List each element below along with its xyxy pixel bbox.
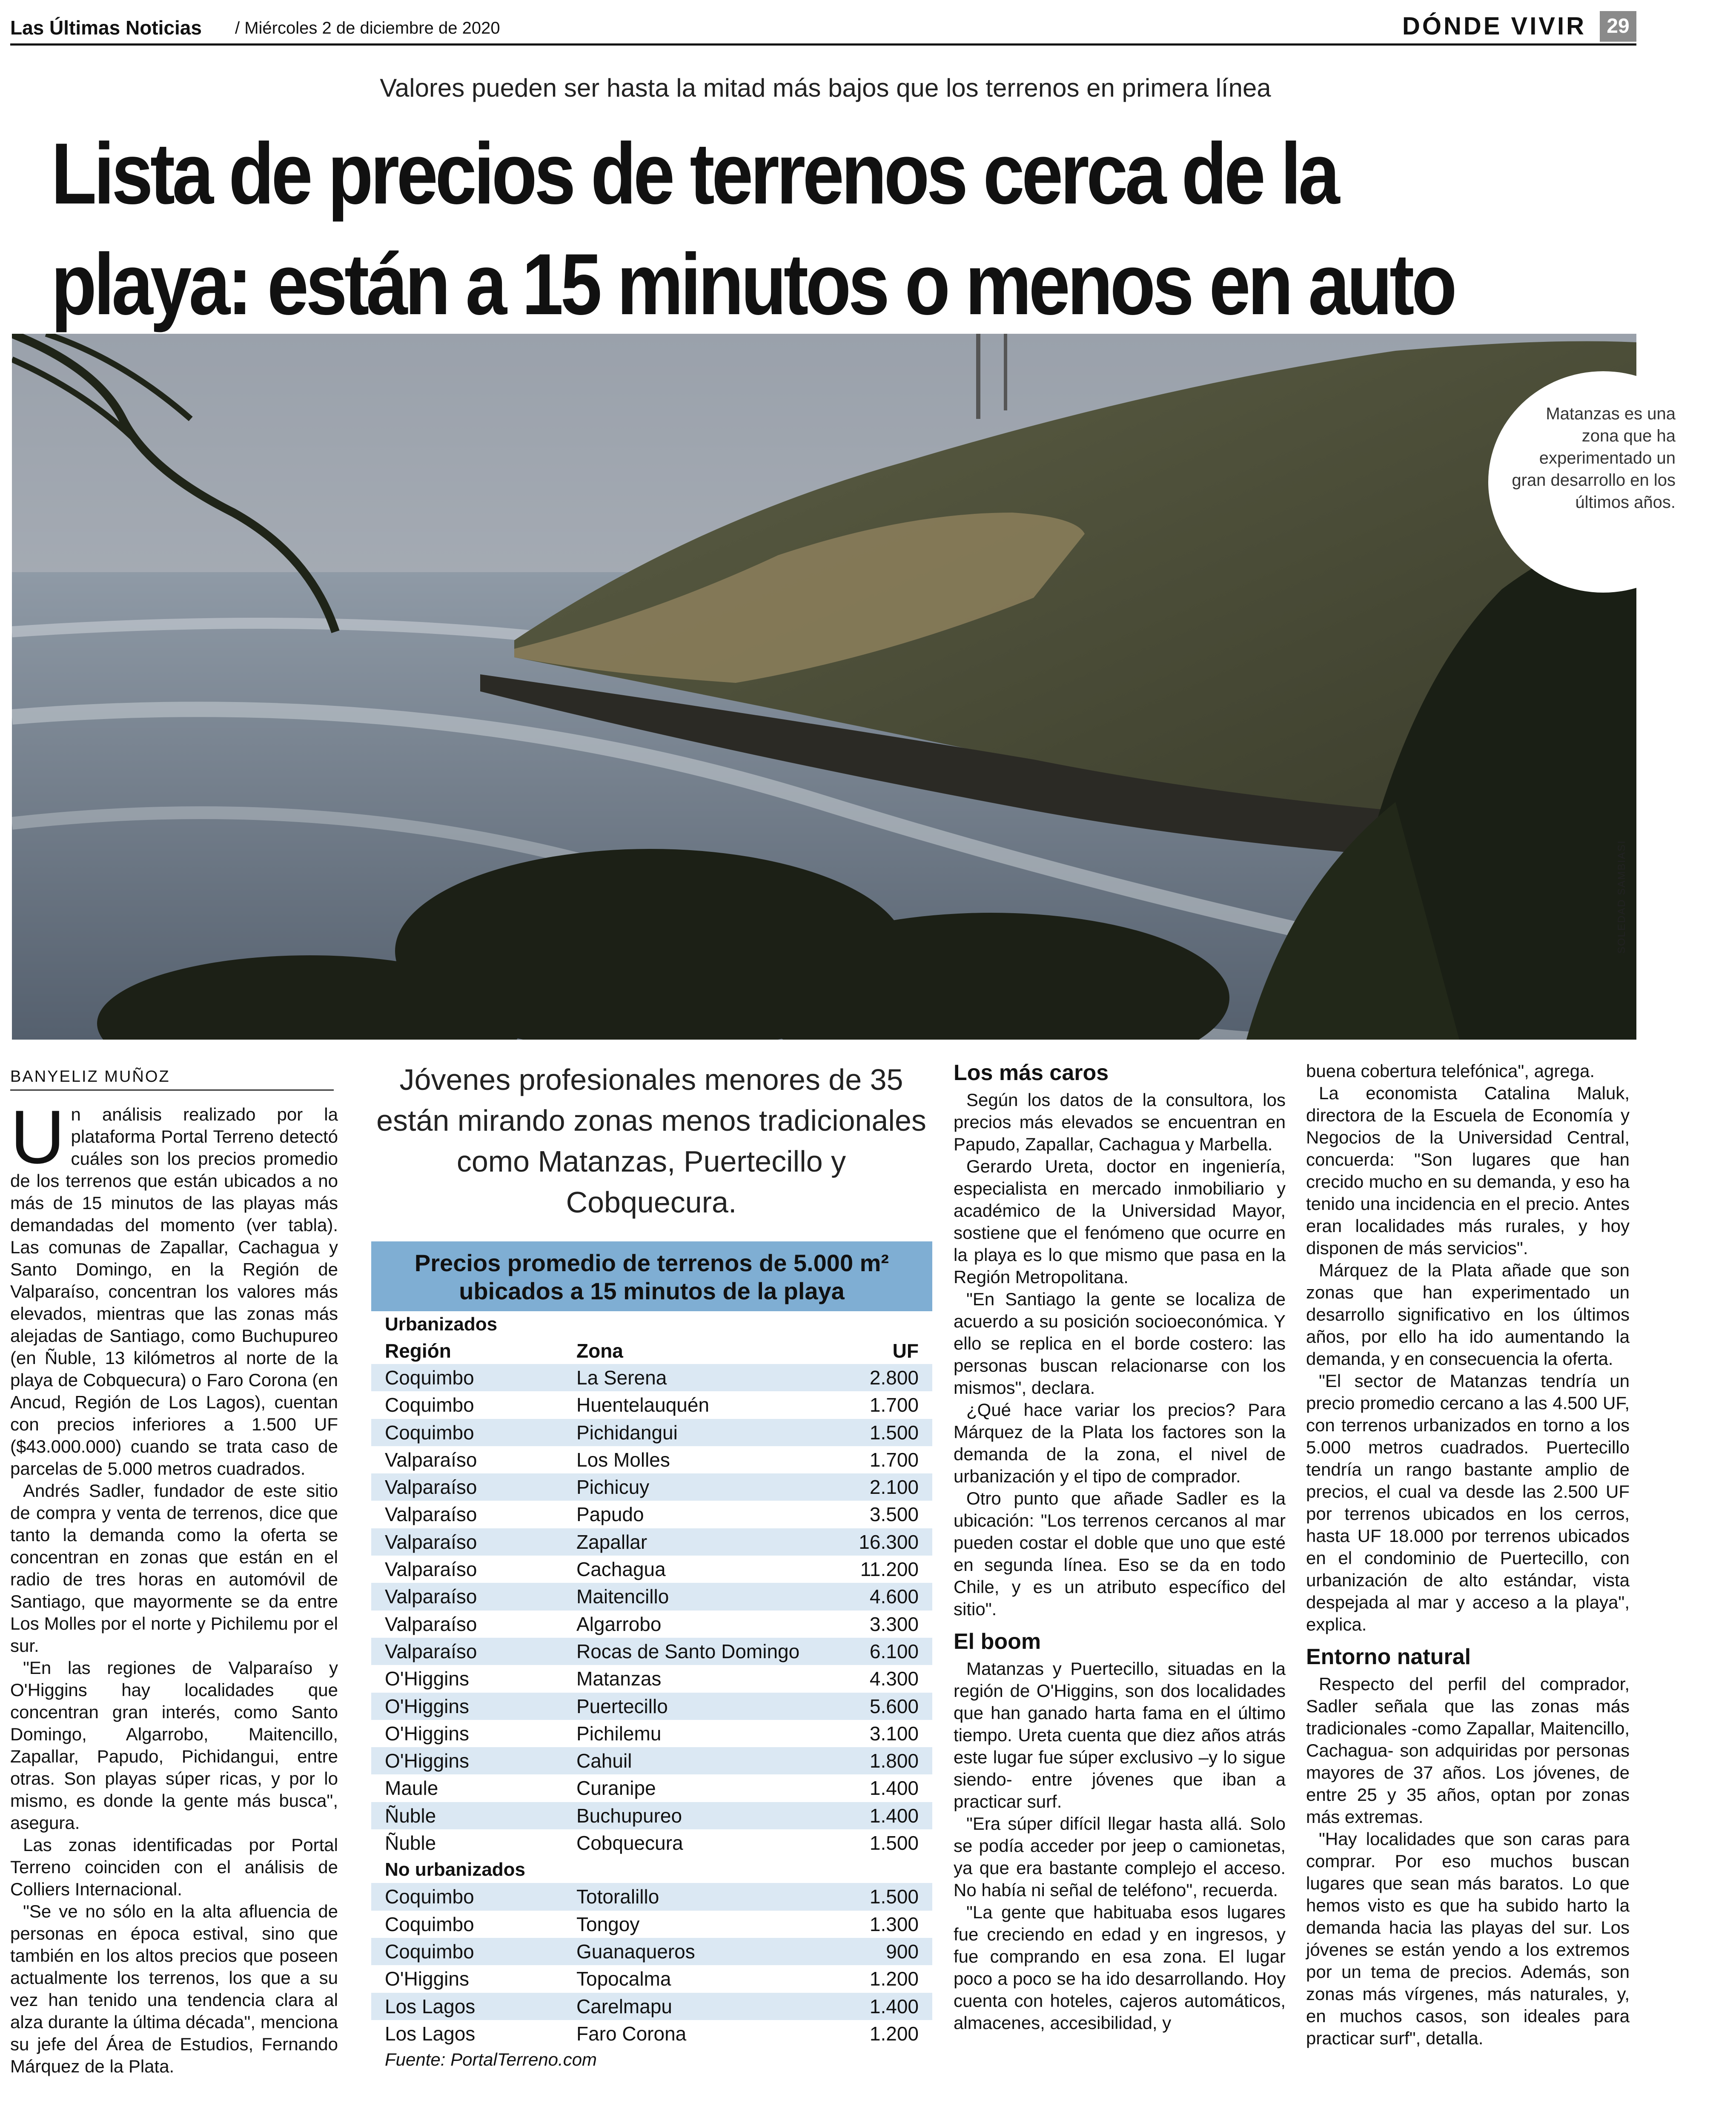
table-row [371,1501,932,1528]
publication-date: / Miércoles 2 de diciembre de 2020 [235,19,500,37]
cell-zona: Buchupureo [576,1804,682,1827]
headline [51,118,1454,340]
paragraph: buena cobertura telefónica", agrega. [1306,1061,1595,1081]
header-rule [10,43,1636,46]
cell-zona: Guanaqueros [576,1940,695,1963]
paragraph: "El sector de Matanzas tendría un precio promedio cercano a las 4.500 UF, con terrenos urbanizados en torno a los 5.000 metros cuadrados. Puertecillo tendría un rango bastante amplio de precios, el cual va desde las 2.500 UF por terrenos ubicados en los cerros, hasta UF 18.000 por terrenos ubicados en el condominio de Puertecillo, con urbanización de alto estándar, vista despejada al mar y acceso a la playa", explica. [1306,1371,1630,1634]
cell-region: Coquimbo [385,1940,474,1963]
paragraph: "Era súper difícil llegar hasta allá. Solo se podía acceder por jeep o camionetas, ya que era bastante complejo el acceso. No había ni señal de teléfono", recuerda. [954,1814,1286,1900]
cell-uf: 3.500 [869,1503,919,1526]
paragraph: Márquez de la Plata añade que son zonas que han experimentado un desarrollo significativo en los últimos años, por ello ha ido aumentando la demanda, y en consecuencia la oferta. [1306,1260,1630,1369]
cell-region: Valparaíso [385,1640,477,1662]
cell-region: Valparaíso [385,1613,477,1635]
cell-zona: Totoralillo [576,1886,659,1908]
cell-uf: 1.500 [869,1832,919,1854]
cell-zona: Puertecillo [576,1695,668,1717]
cell-zona: Algarrobo [576,1613,662,1635]
table-row [371,2020,932,2047]
cell-uf: 1.400 [869,1995,919,2017]
cell-region: O'Higgins [385,1968,469,1990]
cell-region: Valparaíso [385,1476,477,1499]
cell-region: O'Higgins [385,1722,469,1745]
cell-zona: Cobquecura [576,1832,683,1854]
cell-uf: 1.500 [869,1421,919,1444]
cell-uf: 900 [886,1940,919,1963]
table-row [371,1446,932,1473]
column-3 [954,1060,1286,2034]
table-row [371,1611,932,1638]
table-row [371,1993,932,2020]
cell-region: Maule [385,1777,438,1800]
cell-uf: 2.100 [869,1476,919,1499]
header-region: Región [385,1340,451,1362]
paragraph: Andrés Sadler, fundador de este sitio de compra y venta de terrenos, dice que tanto la demanda como la oferta se concentran en zonas que están en el radio de tres horas en automóvil de Santiago, que mayormente se da entre Los Molles por el norte y Pichilemu por el sur. [10,1481,338,1656]
cell-uf: 2.800 [869,1367,919,1389]
cell-zona: Rocas de Santo Domingo [576,1640,800,1662]
coast-illustration [12,334,1636,1040]
cell-region: Coquimbo [385,1913,474,1935]
cell-zona: Matanzas [576,1668,662,1690]
column-1 [10,1095,338,2078]
table-row [371,1883,932,1910]
table-row [371,1528,932,1556]
newspaper-name: Las Últimas Noticias [10,17,202,39]
table-group-no-urbanizados: No urbanizados [385,1859,526,1880]
coast-photo [12,334,1636,1040]
paragraph: Respecto del perfil del comprador, Sadler señala que las zonas más tradicionales -como Zapallar, Maitencillo, Cachagua- son adquiridas por personas mayores de 37 años. Los jóvenes, de entre 25 y 35 años, optan por zonas más extremas. [1306,1674,1630,1827]
cell-uf: 1.200 [869,1968,919,1990]
paragraph: Gerardo Ureta, doctor en ingeniería, especialista en mercado inmobiliario y académico de la Universidad Mayor, sostiene que el fenómeno que ocurre en la playa es lo que mismo que pasa en la Región Metropolitana. [954,1156,1286,1287]
cell-uf: 3.100 [869,1722,919,1745]
byline: BANYELIZ MUÑOZ [10,1068,334,1091]
table-group-urbanizados: Urbanizados [385,1314,498,1335]
cell-zona: Curanipe [576,1777,656,1800]
table-row [371,1965,932,1992]
cell-uf: 1.400 [869,1804,919,1827]
cell-zona: Pichilemu [576,1722,662,1745]
cell-uf: 1.700 [869,1394,919,1416]
cell-uf: 1.500 [869,1886,919,1908]
cell-zona: Huentelauquén [576,1394,710,1416]
headline-line-2: playa: están a 15 minutos o menos en auto [51,236,1454,333]
table-row [371,1364,932,1391]
cell-region: Coquimbo [385,1886,474,1908]
table-row [371,1665,932,1692]
cell-region: Valparaíso [385,1503,477,1526]
table-title [371,1241,932,1311]
paragraph: "Hay localidades que son caras para comprar. Por eso muchos buscan lugares que sean más baratos. Lo que hemos visto es que ha subido harto la demanda hacia las playas del sur. Los jóvenes se están yendo a los extremos por un tema de precios. Además, son zonas más vírgenes, más naturales, y, en muchos casos, son ideales para practicar surf", detalla. [1306,1829,1630,2048]
table-row [371,1419,932,1446]
cell-zona: Zapallar [576,1530,647,1553]
table-body-no-urbanizados [371,1883,932,2047]
cell-uf: 1.700 [869,1448,919,1471]
table-header [371,1338,932,1364]
cell-region: O'Higgins [385,1695,469,1717]
cell-zona: Faro Corona [576,2022,687,2045]
paragraph: "En las regiones de Valparaíso y O'Higgins hay localidades que concentran gran interés, como Santo Domingo, Algarrobo, Maitencillo, Zapallar, Papudo, Pichidangui, entre otras. Son playas súper ricas, y por lo mismo, es donde la gente más busca", asegura. [10,1658,338,1833]
cell-region: Ñuble [385,1832,436,1854]
paragraph: "La gente que habituaba esos lugares fue creciendo en edad y en ingresos, y fue comprando en esa zona. El lugar poco a poco se ha ido desarrollando. Hoy cuenta con hoteles, cajeros automáticos, almacenes, accesibilidad, y [954,1902,1286,2033]
table-row [371,1747,932,1774]
paragraph: Matanzas y Puertecillo, situadas en la región de O'Higgins, son dos localidades que han ganado harta fama en el último tiempo. Ureta cuenta que diez años atrás este lugar fue súper exclusivo –y lo sigue siendo- entre jóvenes que iban a practicar surf. [954,1659,1286,1811]
cell-uf: 4.600 [869,1585,919,1608]
drop-cap: U [10,1095,65,1179]
cell-region: Los Lagos [385,1995,476,2017]
table-row [371,1720,932,1747]
photo-caption [1488,371,1718,593]
cell-uf: 16.300 [859,1530,919,1553]
cell-region: Coquimbo [385,1394,474,1416]
table-body-urbanizados [371,1364,932,1857]
header-uf: UF [892,1340,919,1362]
cell-region: Valparaíso [385,1448,477,1471]
cell-region: Ñuble [385,1804,436,1827]
masthead [10,9,1636,43]
cell-zona: Cachagua [576,1558,666,1581]
cell-region: O'Higgins [385,1668,469,1690]
table-row [371,1693,932,1720]
paragraph: Las zonas identificadas por Portal Terreno coinciden con el análisis de Colliers Internacional. [10,1835,338,1899]
table-row [371,1911,932,1938]
paragraph: La economista Catalina Maluk, directora de la Escuela de Economía y Negocios de la Universidad Central, concuerda: "Son lugares que han crecido mucho en su demanda, y eso ha tenido una incidencia en el precio. Antes eran localidades más rurales, y hoy disponen de más servicios". [1306,1083,1630,1258]
paragraph: ¿Qué hace variar los precios? Para Márquez de la Plata los factores son la demanda de la zona, el nivel de urbanización y el tipo de comprador. [954,1400,1286,1486]
photo-credit: SOLEDAD SAMBIASI [1616,840,1627,954]
cell-region: Coquimbo [385,1367,474,1389]
table-title-line-2: ubicados a 15 minutos de la playa [459,1278,845,1304]
cell-zona: Papudo [576,1503,644,1526]
table-title-line-1: Precios promedio de terrenos de 5.000 m² [414,1249,889,1276]
cell-uf: 6.100 [869,1640,919,1662]
cell-zona: La Serena [576,1367,667,1389]
page-number: 29 [1600,11,1636,42]
cell-uf: 11.200 [860,1558,919,1581]
pull-quote: Jóvenes profesionales menores de 35 están mirando zonas menos tradicionales como Matanzas, Puertecillo y Cobquecura. [376,1063,926,1219]
table-row [371,1638,932,1665]
headline-line-1: Lista de precios de terrenos cerca de la [51,125,1337,222]
section-title: DÓNDE VIVIR [1402,12,1586,40]
table-source: Fuente: PortalTerreno.com [385,2049,597,2070]
cell-region: Valparaíso [385,1558,477,1581]
cell-uf: 4.300 [869,1668,919,1690]
paragraph: Otro punto que añade Sadler es la ubicación: "Los terrenos cercanos al mar pueden costar el doble que uno que esté en segunda línea. Eso se da en todo Chile, y es un atributo específico del sitio". [954,1488,1286,1619]
cell-zona: Pichidangui [576,1421,678,1444]
table-row [371,1583,932,1610]
cell-region: Valparaíso [385,1530,477,1553]
table-row [371,1473,932,1501]
cell-uf: 1.400 [869,1777,919,1800]
cell-region: O'Higgins [385,1750,469,1772]
cell-zona: Topocalma [576,1968,671,1990]
subhead-los-mas-caros: Los más caros [954,1060,1109,1085]
table-row [371,1938,932,1965]
cell-zona: Tongoy [576,1913,640,1935]
table-row [371,1556,932,1583]
price-table [371,1241,932,2072]
table-row [371,1829,932,1857]
cell-region: Valparaíso [385,1585,477,1608]
cell-zona: Maitencillo [576,1585,669,1608]
photo-caption-text: Matanzas es una zona que ha experimentado un gran desarrollo en los últimos años. [1512,404,1676,512]
header-zona: Zona [576,1340,623,1362]
table-row [371,1774,932,1802]
paragraph: "Se ve no sólo en la alta afluencia de personas en época estival, sino que también en los altos precios que poseen actualmente los terrenos, los que a su vez han tenido una tendencia clara al alza durante la última década", menciona su jefe del Área de Estudios, Fernando Márquez de la Plata. [10,1901,338,2076]
cell-uf: 5.600 [869,1695,919,1717]
column-4 [1306,1060,1630,2049]
cell-zona: Los Molles [576,1448,670,1471]
cell-uf: 1.800 [869,1750,919,1772]
cell-zona: Carelmapu [576,1995,672,2017]
cell-uf: 1.300 [869,1913,919,1935]
cell-region: Los Lagos [385,2022,476,2045]
subhead-entorno-natural: Entorno natural [1306,1645,1471,1669]
table-row [371,1391,932,1419]
cell-zona: Cahuil [576,1750,632,1772]
cell-region: Coquimbo [385,1421,474,1444]
paragraph: "En Santiago la gente se localiza de acuerdo a su posición socioeconómica. Y ello se replica en el borde costero: las personas buscan relacionarse con los mismos", declara. [954,1289,1286,1398]
paragraph: n análisis realizado por la plataforma Portal Terreno detectó cuáles son los precios promedio de los terrenos que están ubicados a no más de 15 minutos de las playas más demandadas del momento (ver tabla). Las comunas de Zapallar, Cachagua y Santo Domingo, en la Región de Valparaíso, concentran los valores más elevados, mientras que las zonas más alejadas de Santiago, como Buchupureo (en Ñuble, 13 kilómetros al norte de la playa de Cobquecura) o Faro Corona (en Ancud, Región de Los Lagos), cuentan con precios inferiores a 1.500 UF ($43.000.000) cuando se trata caso de parcelas de 5.000 metros cuadrados. [10,1104,338,1479]
table-row [371,1802,932,1829]
paragraph: Según los datos de la consultora, los precios más elevados se encuentran en Papudo, Zapallar, Cachagua y Marbella. [954,1090,1286,1154]
kicker: Valores pueden ser hasta la mitad más bajos que los terrenos en primera línea [380,74,1271,102]
subhead-el-boom: El boom [954,1629,1041,1654]
cell-uf: 3.300 [869,1613,919,1635]
cell-zona: Pichicuy [576,1476,650,1499]
cell-uf: 1.200 [869,2022,919,2045]
